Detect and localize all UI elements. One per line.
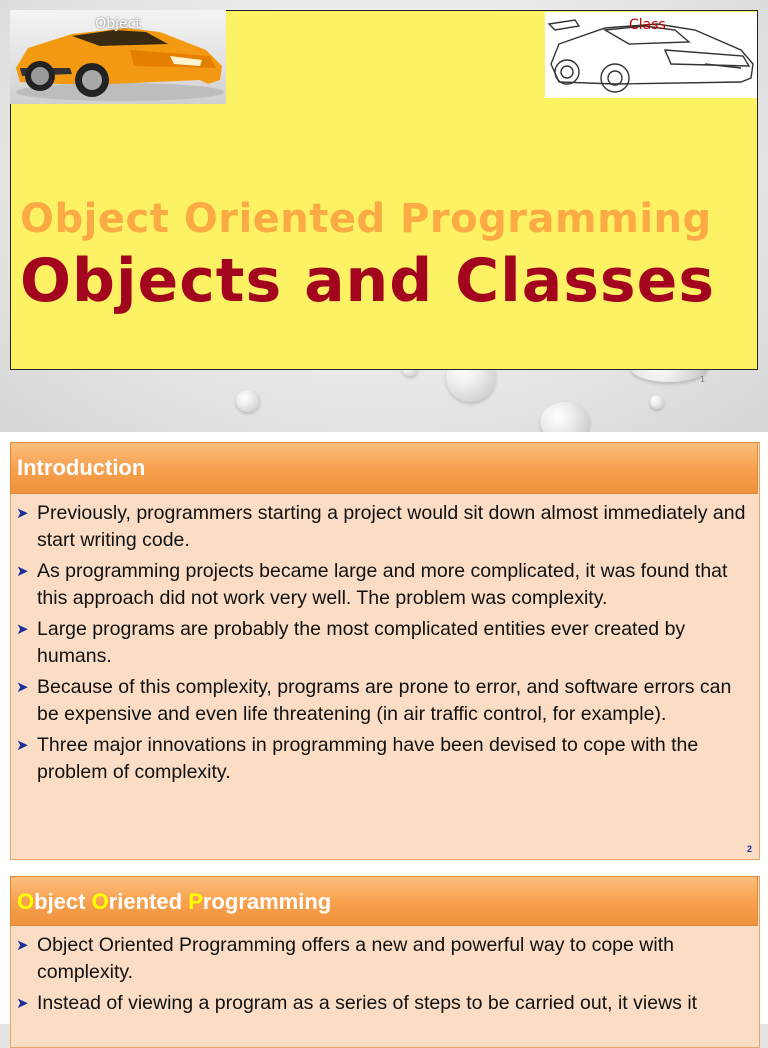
highlight-initial: O	[17, 889, 35, 914]
arrowhead-right-icon: ➤	[16, 563, 29, 580]
list-item-text: Object Oriented Programming offers a new and powerful way to cope with complexity.	[37, 934, 674, 983]
slide-header	[10, 876, 758, 926]
list-item	[14, 674, 754, 728]
slide-number: 1	[700, 375, 706, 384]
arrowhead-right-icon: ➤	[16, 995, 29, 1012]
list-item	[14, 732, 754, 786]
list-item	[14, 616, 754, 670]
arrowhead-right-icon: ➤	[16, 621, 29, 638]
highlight-initial: O	[91, 889, 109, 914]
list-item	[14, 500, 754, 554]
list-item	[14, 558, 754, 612]
arrowhead-right-icon: ➤	[16, 937, 29, 954]
arrowhead-right-icon: ➤	[16, 679, 29, 696]
object-label: Object	[95, 16, 141, 32]
introduction-slide	[0, 432, 768, 864]
list-item-text: Large programs are probably the most complicated entities ever created by humans.	[37, 618, 686, 667]
page-number: 2	[746, 844, 752, 854]
water-drop-decoration	[650, 395, 664, 409]
slide-header	[10, 442, 758, 494]
arrowhead-right-icon: ➤	[16, 737, 29, 754]
title-main: Objects and Classes	[20, 246, 716, 316]
list-item	[14, 932, 754, 986]
list-item	[14, 990, 754, 1017]
water-drop-decoration	[540, 402, 590, 432]
list-item-text: Instead of viewing a program as a series of steps to be carried out, it views it	[37, 992, 698, 1014]
title-part: rogramming	[202, 889, 332, 914]
slide-title	[17, 889, 331, 915]
title-part: riented	[108, 889, 189, 914]
bullet-list	[14, 500, 754, 790]
title-part: bject	[34, 889, 92, 914]
class-label: Class	[629, 17, 666, 33]
arrowhead-right-icon: ➤	[16, 505, 29, 522]
class-car-drawing	[545, 12, 757, 98]
title-slide	[0, 0, 768, 432]
water-drop-decoration	[236, 390, 260, 412]
title-subtitle: Object Oriented Programming	[20, 196, 712, 242]
list-item-text: As programming projects became large and more complicated, it was found that this approach did not work very well. The problem was complexity.	[37, 560, 728, 609]
highlight-initial: P	[188, 889, 203, 914]
list-item-text: Three major innovations in programming have been devised to cope with the problem of complexity.	[37, 734, 699, 783]
bullet-list	[14, 932, 754, 1021]
list-item-text: Previously, programmers starting a project would sit down almost immediately and start writing code.	[37, 502, 746, 551]
oop-slide	[0, 864, 768, 1024]
list-item-text: Because of this complexity, programs are prone to error, and software errors can be expensive and even life threatening (in air traffic control, for example).	[37, 676, 732, 725]
object-car-image	[10, 10, 226, 104]
slide-title: Introduction	[17, 455, 146, 480]
